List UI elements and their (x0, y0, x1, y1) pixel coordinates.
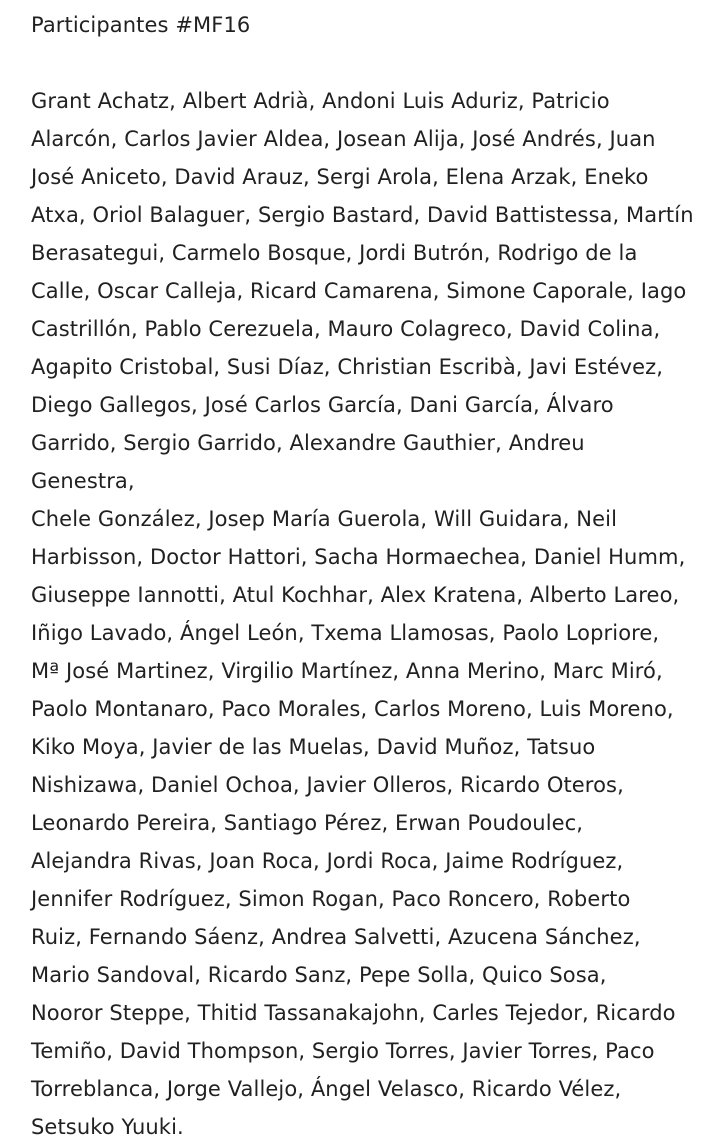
note-title: Participantes #MF16 (31, 13, 251, 37)
participants-list: Grant Achatz, Albert Adrià, Andoni Luis Aduriz, Patricio Alarcón, Carlos Javier Aldea, Josean Alija, José Andrés, Juan José Aniceto, David Arauz, Sergi Arola, Elena Arzak, Eneko Atxa, Oriol Balaguer, Sergio Bastard, David Battistessa, Martín Berasategui, Carmelo Bosque, Jordi Butrón, Rodrigo de la Calle, Oscar Calleja, Ricard Camarena, Simone Caporale, Iago Castrillón, Pablo Cerezuela, Mauro Colagreco, David Colina, Agapito Cristobal, Susi Díaz, Christian Escribà, Javi Estévez, Diego Gallegos, José Carlos García, Dani García, Álvaro Garrido, Sergio Garrido, Alexandre Gauthier, Andreu Genestra, Chele González, Josep María Guerola, Will Guidara, Neil Harbisson, Doctor Hattori, Sacha Hormaechea, Daniel Humm, Giuseppe Iannotti, Atul Kochhar, Alex Kratena, Alberto Lareo, Iñigo Lavado, Ángel León, Txema Llamosas, Paolo Lopriore, Mª José Martinez, Virgilio Martínez, Anna Merino, Marc Miró, Paolo Montanaro, Paco Morales, Carlos Moreno, Luis Moreno, Kiko Moya, Javier de las Muelas, David Muñoz, Tatsuo Nishizawa, Daniel Ochoa, Javier Olleros, Ricardo Oteros, Leonardo Pereira, Santiago Pérez, Erwan Poudoulec, Alejandra Rivas, Joan Roca, Jordi Roca, Jaime Rodríguez, Jennifer Rodríguez, Simon Rogan, Paco Roncero, Roberto Ruiz, Fernando Sáenz, Andrea Salvetti, Azucena Sánchez, Mario Sandoval, Ricardo Sanz, Pepe Solla, Quico Sosa, Nooror Steppe, Thitid Tassanakajohn, Carles Tejedor, Ricardo Temiño, David Thompson, Sergio Torres, Javier Torres, Paco Torreblanca, Jorge Vallejo, Ángel Velasco, Ricardo Vélez, Setsuko Yuuki. (31, 89, 694, 1139)
blank-line (31, 44, 695, 82)
note-content (31, 6, 695, 1146)
